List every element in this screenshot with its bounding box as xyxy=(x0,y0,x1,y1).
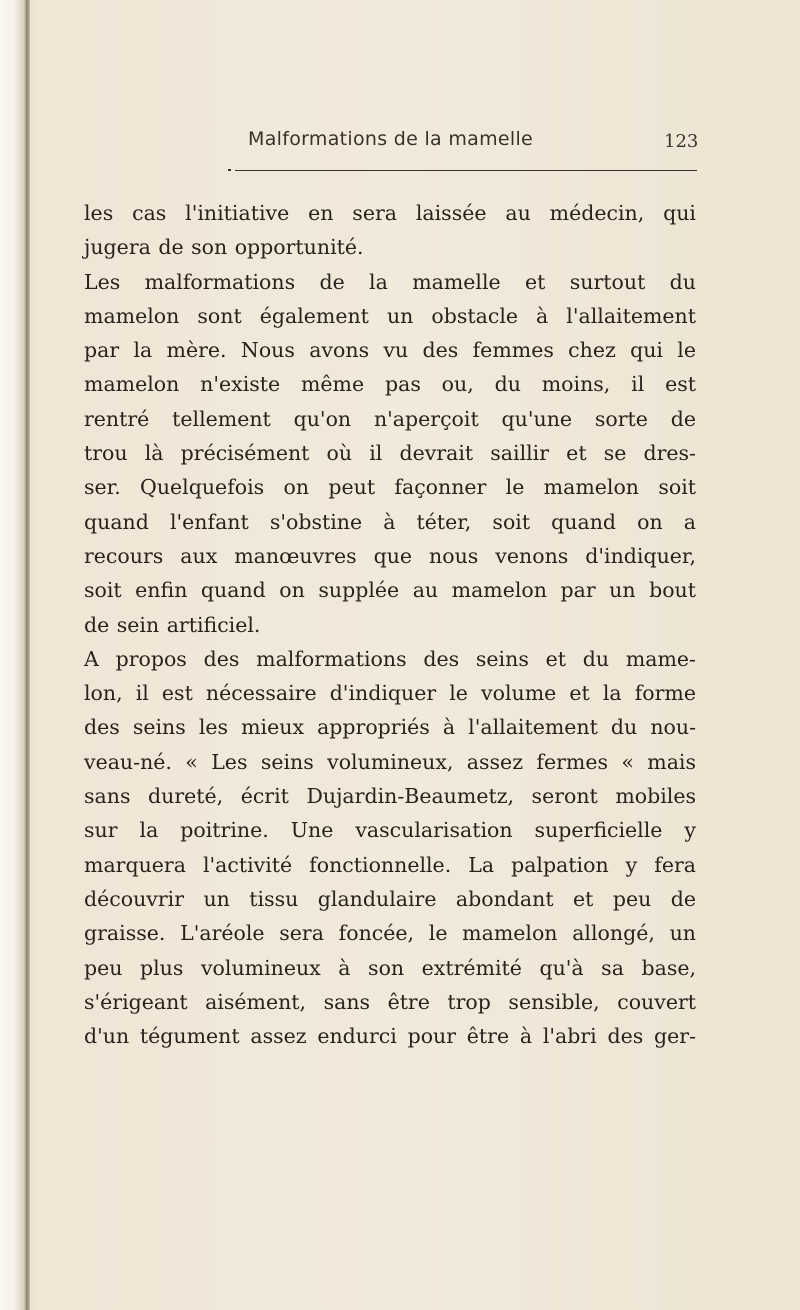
text-line: lon, il est nécessaire d'indiquer le volume et la forme xyxy=(84,681,696,706)
text-line: d'un tégument assez endurci pour être à l'abri des ger- xyxy=(84,1024,696,1049)
page-number: 123 xyxy=(664,131,699,152)
text-line: jugera de son opportunité. xyxy=(84,235,364,260)
text-line: sur la poitrine. Une vascularisation superficielle y xyxy=(84,818,696,843)
text-line: quand l'enfant s'obstine à téter, soit quand on a xyxy=(84,509,696,534)
text-line: découvrir un tissu glandulaire abondant et peu de xyxy=(84,886,696,911)
text-line: soit enfin quand on supplée au mamelon par un bout xyxy=(84,578,696,603)
text-line: s'érigeant aisément, sans être trop sensible, couvert xyxy=(84,989,696,1014)
text-line: rentré tellement qu'on n'aperçoit qu'une sorte de xyxy=(84,406,696,431)
text-line: des seins les mieux appropriés à l'allaitement du nou- xyxy=(84,715,696,740)
text-line: A propos des malformations des seins et du mame- xyxy=(84,646,696,671)
text-line: peu plus volumineux à son extrémité qu'à sa base, xyxy=(84,955,696,980)
text-line: trou là précisément où il devrait saillir et se dres- xyxy=(84,441,696,466)
text-line: veau-né. « Les seins volumineux, assez fermes « mais xyxy=(84,749,696,774)
body-text xyxy=(84,196,696,1053)
text-line: recours aux manœuvres que nous venons d'indiquer, xyxy=(84,543,696,568)
text-line: Les malformations de la mamelle et surtout du xyxy=(84,269,696,294)
header-rule xyxy=(235,170,697,171)
text-line: marquera l'activité fonctionnelle. La palpation y fera xyxy=(84,852,696,877)
text-line: les cas l'initiative en sera laissée au médecin, qui xyxy=(84,201,696,225)
text-line: sans dureté, écrit Dujardin-Beaumetz, seront mobiles xyxy=(84,784,696,809)
text-line: de sein artificiel. xyxy=(84,612,261,637)
text-line: mamelon n'existe même pas ou, du moins, il est xyxy=(84,372,696,397)
running-head: Malformations de la mamelle xyxy=(248,128,534,150)
book-spine-edge xyxy=(0,0,30,1310)
text-line: par la mère. Nous avons vu des femmes chez qui le xyxy=(84,338,696,363)
text-line: mamelon sont également un obstacle à l'allaitement xyxy=(84,303,696,328)
text-line: ser. Quelquefois on peut façonner le mamelon soit xyxy=(84,475,696,500)
header-rule-dot xyxy=(228,169,231,171)
text-line: graisse. L'aréole sera foncée, le mamelon allongé, un xyxy=(84,921,696,946)
